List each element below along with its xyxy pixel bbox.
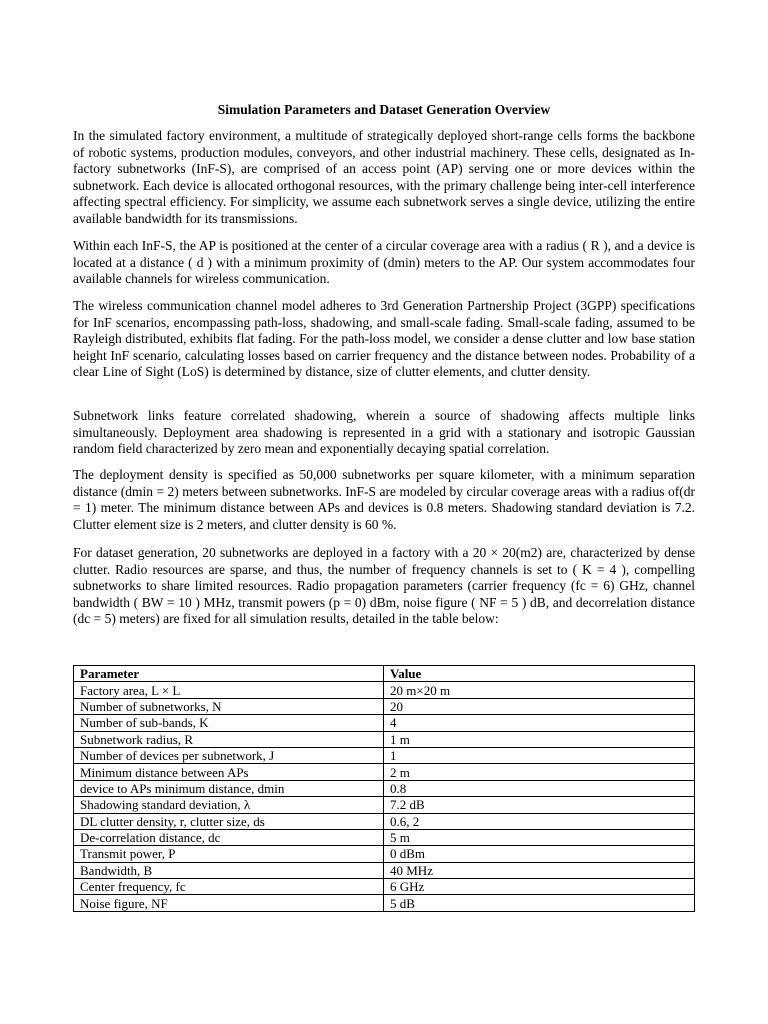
parameters-table: [73, 665, 695, 912]
value-cell: 20 m×20 m: [384, 682, 695, 698]
table-row: [74, 698, 695, 714]
parameter-cell: Minimum distance between APs: [74, 764, 384, 780]
parameter-cell: device to APs minimum distance, dmin: [74, 780, 384, 796]
table-row: [74, 797, 695, 813]
parameter-cell: Number of sub-bands, K: [74, 715, 384, 731]
value-cell: 4: [384, 715, 695, 731]
parameter-cell: Shadowing standard deviation, λ: [74, 797, 384, 813]
value-cell: 0.6, 2: [384, 813, 695, 829]
table-row: [74, 846, 695, 862]
table-row: [74, 895, 695, 911]
value-cell: 6 GHz: [384, 879, 695, 895]
parameter-cell: De-correlation distance, dc: [74, 829, 384, 845]
table-row: [74, 764, 695, 780]
parameter-cell: Bandwidth, B: [74, 862, 384, 878]
value-cell: 7.2 dB: [384, 797, 695, 813]
parameter-cell: Center frequency, fc: [74, 879, 384, 895]
value-cell: 5 dB: [384, 895, 695, 911]
parameter-cell: Number of subnetworks, N: [74, 698, 384, 714]
table-row: [74, 813, 695, 829]
value-cell: 1 m: [384, 731, 695, 747]
paragraph-channel-model: The wireless communication channel model adheres to 3rd Generation Partnership Project (3GPP) specifications for InF scenarios, encompassing path-loss, shadowing, and small-scale fading. Small-scale fading, assumed to be Rayleigh distributed, exhibits flat fading. For the path-loss model, we consider a dense clutter and low base station height InF scenario, calculating losses based on carrier frequency and the distance between nodes. Probability of a clear Line of Sight (LoS) is determined by distance, size of clutter elements, and clutter density.: [73, 298, 695, 380]
table-row: [74, 780, 695, 796]
value-cell: 0 dBm: [384, 846, 695, 862]
table-row: [74, 862, 695, 878]
parameter-cell: Subnetwork radius, R: [74, 731, 384, 747]
table-row: [74, 829, 695, 845]
value-cell: 1: [384, 747, 695, 763]
parameter-cell: DL clutter density, r, clutter size, ds: [74, 813, 384, 829]
value-cell: 40 MHz: [384, 862, 695, 878]
parameter-cell: Noise figure, NF: [74, 895, 384, 911]
paragraph-deployment-density: The deployment density is specified as 50,000 subnetworks per square kilometer, with a minimum separation distance (dmin = 2) meters between subnetworks. InF-S are modeled by circular coverage areas with a radius of(dr = 1) meter. The minimum distance between APs and devices is 0.8 meters. Shadowing standard deviation is 7.2. Clutter element size is 2 meters, and clutter density is 60 %.: [73, 467, 695, 532]
table-row: [74, 682, 695, 698]
paragraph-inf-s-geometry: Within each InF-S, the AP is positioned at the center of a circular coverage area with a radius ( R ), and a device is located at a distance ( d ) with a minimum proximity of (dmin) meters to the AP. Our system accommodates four available channels for wireless communication.: [73, 238, 695, 287]
parameter-cell: Number of devices per subnetwork, J: [74, 747, 384, 763]
value-cell: 5 m: [384, 829, 695, 845]
paragraph-shadowing: Subnetwork links feature correlated shadowing, wherein a source of shadowing affects multiple links simultaneously. Deployment area shadowing is represented in a grid with a stationary and isotropic Gaussian random field characterized by zero mean and exponentially decaying spatial correlation.: [73, 408, 695, 457]
paragraph-dataset-generation: For dataset generation, 20 subnetworks are deployed in a factory with a 20 × 20(m2) are, characterized by dense clutter. Radio resources are sparse, and thus, the number of frequency channels is set to ( K = 4 ), compelling subnetworks to share limited resources. Radio propagation parameters (carrier frequency (fc = 6) GHz, channel bandwidth ( BW = 10 ) MHz, transmit powers (p = 0) dBm, noise figure ( NF = 5 ) dB, and decorrelation distance (dc = 5) meters) are fixed for all simulation results, detailed in the table below:: [73, 545, 695, 627]
value-cell: 2 m: [384, 764, 695, 780]
value-cell: 0.8: [384, 780, 695, 796]
header-parameter: Parameter: [74, 666, 384, 682]
document-title: Simulation Parameters and Dataset Generation Overview: [217, 102, 551, 117]
table-header-row: [74, 666, 695, 682]
header-value: Value: [384, 666, 695, 682]
parameter-cell: Factory area, L × L: [74, 682, 384, 698]
parameter-cell: Transmit power, P: [74, 846, 384, 862]
value-cell: 20: [384, 698, 695, 714]
table-row: [74, 715, 695, 731]
table-row: [74, 731, 695, 747]
table-row: [74, 879, 695, 895]
table-row: [74, 747, 695, 763]
paragraph-factory-environment: In the simulated factory environment, a multitude of strategically deployed short-range cells forms the backbone of robotic systems, production modules, conveyors, and other industrial machinery. These cells, designated as In-factory subnetworks (InF-S), are comprised of an access point (AP) serving one or more devices within the subnetwork. Each device is allocated orthogonal resources, with the primary challenge being inter-cell interference affecting spectral efficiency. For simplicity, we assume each subnetwork serves a single device, utilizing the entire available bandwidth for its transmissions.: [73, 128, 695, 226]
